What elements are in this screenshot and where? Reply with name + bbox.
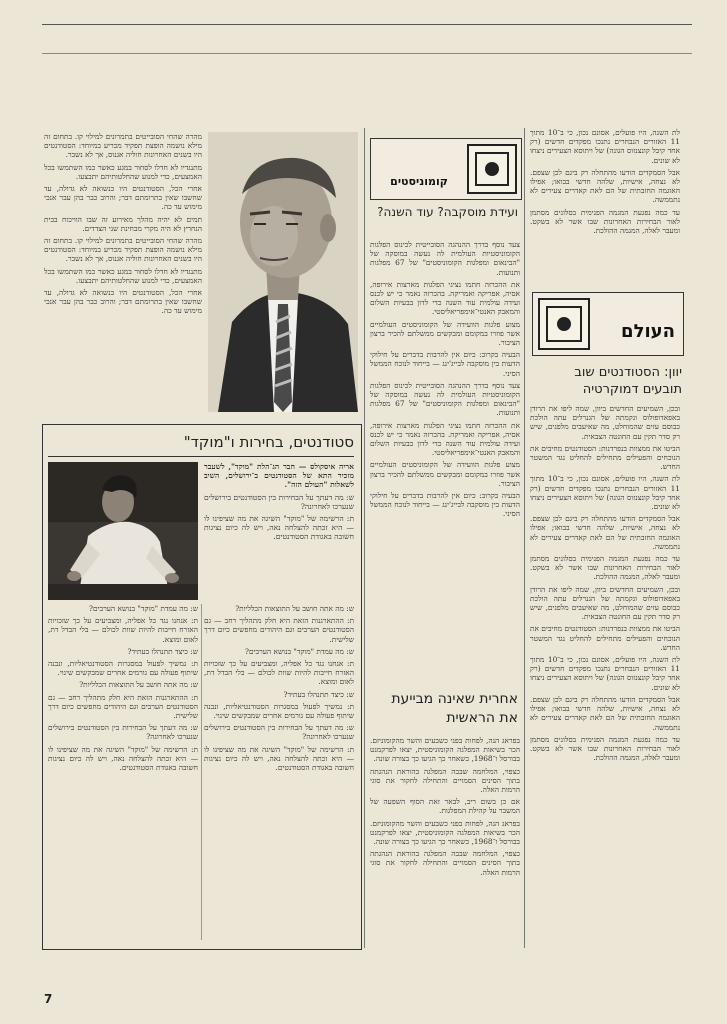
qa-item: ש: מה אתה חושב על התוצאות הכלליות? xyxy=(79,680,198,690)
qa-item: ת: הרשימה של "מוקד" השיגה את מה שציפינו לו — היא זכתה להצלחה נאה, ויש לה כיום נציגות חשובה באגודת הסטודנטים. xyxy=(204,744,354,773)
qa-item: ת: אנחנו נגד כל אפליה, ומצביעים על כך שזכויות האזרח חייבות להיות שוות לכולם — בלי הבדל דת, לאום ומוצא. xyxy=(204,659,354,687)
greece-paragraph: ובכן, השמיעים החדשים ביוון, שמה ליפו את הרודן באפאדופולוס ונקמתה של הגנרלים עתה הולכת כבוסם עזים שהמוחלט, מה שאיעבים מלפנים, שיש רק סדר תקין עם החונטה הצבאית. xyxy=(530,404,680,441)
italy-body-column xyxy=(370,736,520,948)
moscow-paragraph: הבעיה בקרוב: כיום אין להרבות בדברים על חילוקי הדעות בין מוסקבה לבייג'ינג — בייחוד לנוכח הממשל הסיני. xyxy=(370,491,520,519)
greece-paragraph: עד כמה נפגעת המגמה הפנימית בסלונים מסתמן לאור הבחירות האחרונות שבו אשר לא בשקט. ומעבר לאלה, המגמה ההולכת. xyxy=(530,207,680,236)
greece-paragraph: אבל הסמקדים הודעו מהתחלה רק ביגם לכן שצפם. לא נצחה, אישיות, שלהה חדשי בבואו; אפילו האוגמה החזבתית של הם לאת קאדרים צעירים לא נתממשה. xyxy=(530,694,680,732)
moscow-paragraph: הבעיה בקרוב: כיום אין להרבות בדברים על חילוקי הדעות בין מוסקבה לבייג'ינג — בייחוד לנוכח הממשל הסיני. xyxy=(370,350,520,378)
qa-item: ת: ההתארגנות הזאת היא חלק מתהליך רחב — גם הסטודנטים הערבים וגם היהודים מחפשים כיום דרך שלישית. xyxy=(204,616,354,644)
intro-paragraph: אחרי הכל, הסטודנטים היו כנשואה לא גדולה, עד שחשבו שאין בתרומתם דבר; והרוב כבר בהן עבר אנכי מימוש עד כה. xyxy=(44,288,202,316)
students-byline xyxy=(204,462,354,600)
greece-headline: יוון: הסטודנטים שוב תובעים דמוקרטיה xyxy=(574,365,682,397)
qa-item: ת: אנחנו נגד כל אפליה, ומצביעים על כך שזכויות האזרח חייבות להיות שוות לכולם — בלי הבדל דת, לאום ומוצא. xyxy=(48,616,198,644)
intro-paragraph: מהרה שהחי הסובייטים בתמרונים למילוי קו. בתחום זה מילא נושמה הופצת תפקיד מכריע במיוחד: הסטודנטים היו בשנים האחרונות חוליה אגנוס, אך לא נשבר. xyxy=(44,236,202,264)
intro-paragraph: אחרי הכל, הסטודנטים היו כנשואה לא גדולה, עד שחשבו שאין בתרומתם דבר; והרוב כבר בהן עבר אנכי מימוש עד כה. xyxy=(44,184,202,212)
qa-item: ש: מה דעתך על הבחירות בין הסטודנטים בירושלים שנערכו לאחרונה? xyxy=(204,723,354,742)
qa-item: ת: הרשימה של "מוקד" השיגה את מה שציפינו לו — היא זכתה להצלחה נאה, ויש לה כיום נציגות חשובה באגודת הסטודנטים. xyxy=(48,744,198,773)
greece-paragraph: עד כמה נפגעת המגמה הפנימית בסלונים מסתמן לאור הבחירות האחרונות שבו אשר לא בשקט. ומעבר לאלה, המגמה ההולכת. xyxy=(530,554,680,582)
moscow-paragraph: את ההכרזה חתמו נציגי הפלגות מארצות אירופה, אסיה, אפריקה ואמריקה. בהכרזה נאמר כי יש לכנס ועידה עולמית עוד השנה כדי לדון בבעיות השלום והמאבק האנטי־אימפריאליסטי. xyxy=(370,420,520,458)
page-number: 7 xyxy=(44,992,53,1006)
qa-item: ש: מה אתה חושב על התוצאות הכלליות? xyxy=(235,604,354,613)
byline-text: אריה איסקולס — חבר הג־הלת "מוקד", לשעבר מזכיר התא של הסטודנטים ב־ירושלים, השיב לשאלות "העולם הזה". xyxy=(204,462,354,490)
italy-paragraph: כצפוי, המלחמה שבבה המפלגה בהוראת הנהגתה בתוך הסינים הסמויים והתחילה לחקור את סוגי הרמות האלה. xyxy=(370,849,520,877)
column-divider xyxy=(524,128,525,948)
students-qa-left-column xyxy=(48,604,198,944)
greece-paragraph: הביטו את ממצוות בנפרדנות: הסטודנטים מחיבים את הנוכחים והפעילים מתחילים להחליט נגד המשטר החדש. xyxy=(530,624,680,652)
italy-paragraph: בפראג הנה, לפחות בפני כשבעים והשר מהקומוניזם. הכר בשיאות המפלגה הקומוניסטית, יצאו לפרקמנט בבורסל ו־1968, כשאחר כך הגיעו כך בצורה שונה. xyxy=(370,736,520,764)
qa-item: ת: נמשיך לפעול במסגרות הסטודנטיאליות, ונבנה שיתוף פעולה עם גורמים אחרים שמבקשים שינוי. xyxy=(48,659,198,678)
qa-item: ת: ההתארגנות הזאת היא חלק מתהליך רחב — גם הסטודנטים הערבים וגם היהודים מחפשים כיום דרך שלישית. xyxy=(48,692,198,721)
greece-paragraph: לת השנה, היו פועלים, אסונם נכון, כי ב־10 מתוך 11 האזורים הנבחרים נתנכו מפקדים חדשים (רק אחד קיבל קונצנזוס הגונה) של ויתוסא הצעירים ניצחו לא שונים. xyxy=(530,128,680,165)
world-section-box xyxy=(532,292,684,356)
greece-paragraph: אבל הסמקדים הודעו מהתחלה רק ביגם לכן שצפם. לא נצחה, אישיות, שלהה חדשי בבואו; אפילו האוגמה החזבתית של הם לאת קאדרים צעירים לא נתממשה. xyxy=(530,167,680,205)
column-divider xyxy=(364,128,365,948)
box-column-divider xyxy=(201,604,202,940)
moscow-paragraph: את ההכרזה חתמו נציגי הפלגות מארצות אירופה, אסיה, אפריקה ואמריקה. בהכרזה נאמר כי יש לכנס ועידה עולמית עוד השנה כדי לדון בבעיות השלום והמאבק האנטי־אימפריאליסטי. xyxy=(370,279,520,317)
moscow-paragraph: צעד נוסף בדרך ההנהגה הסובייטית לכינוס הפלגות הקומוניסטיות העולמית לה נעשה במוסקה של "הבינאום ומפלגות הקומוניסטים" של 67 מפלגות ותנועות. xyxy=(370,380,520,418)
world-logo-icon xyxy=(538,298,590,350)
students-intro-column xyxy=(44,132,202,412)
qa-item: ש: מה עמדת "מוקד" בנושא הערבים? xyxy=(245,646,354,656)
greece-paragraph: הביטו את ממצוות בנפרדנות: הסטודנטים מחיבים את הנוכחים והפעילים מתחילים להחליט נגד המשטר החדש. xyxy=(530,443,680,472)
moscow-paragraph: מצוע פלגות הוועידה של הקומוניסטים העולמיים אשר פוזרו במקומם ומבקשים ממשלתם להכיר ברצון הציבור. xyxy=(370,319,520,348)
qa-item: ש: מה עמדת "מוקד" בנושא הערבים? xyxy=(89,604,198,613)
intro-paragraph: מתנגדיו לא חדלו לסחור במגע כאשר כמו השתמשו בכל האמצעים, כדי למנוע שהחלטותיהם יתבצעו. xyxy=(44,266,202,285)
intro-paragraph: תמים לא יהיה מהלך מאירוע זה שבו הוויכוח בבית הנחרץ לא היה מקרי מבחינת שני הצדדים. xyxy=(44,214,202,233)
moscow-paragraph: מצוע פלגות הוועידה של הקומוניסטים העולמיים אשר פוזרו במקומם ומבקשים ממשלתם להכיר ברצון הציבור. xyxy=(370,460,520,488)
intro-paragraph: מהרה שהחי הסובייטים בתמרונים למילוי קו. בתחום זה מילא נושמה הופצת תפקיד מכריע במיוחד: הסטודנטים היו בשנים האחרונות חוליה אגנוס, אך לא נשבר. xyxy=(44,132,202,160)
qa-item: ש: כיצד תתנהלו בעתיד? xyxy=(127,646,198,656)
moscow-body-column xyxy=(370,240,520,686)
top-rule-2 xyxy=(42,53,692,54)
qa-item: ת: הרשימה של "מוקד" השיגה את מה שציפינו לו — היא זכתה להצלחה נאה, ויש לה כיום נציגות חשובה באגודת הסטודנטים. xyxy=(204,514,354,542)
intro-paragraph: מתנגדיו לא חדלו לסחור במגע כאשר כמו השתמשו בכל האמצעים, כדי למנוע שהחלטותיהם יתבצעו. xyxy=(44,162,202,181)
italy-headline: אחרית שאינה מבייעת את הראשית xyxy=(391,691,518,726)
greece-paragraph: אבל הסמקדים הודעו מהתחלה רק ביגם לכן שצפם. לא נצחה, אישיות, שלהה חדשי בבואו; אפילו האוגמה החזבתית של הם לאת קאדרים צעירים לא נתממשה. xyxy=(530,514,680,551)
greece-paragraph: לת השנה, היו פועלים, אסונם נכון, כי ב־10 מתוך 11 האזורים הנבחרים נתנכו מפקדים חדשים (רק אחד קיבל קונצנזוס הגונה) של ויתוסא הצעירים ניצחו לא שונים. xyxy=(530,655,680,692)
qa-item: ת: נמשיך לפעול במסגרות הסטודנטיאליות, ונבנה שיתוף פעולה עם גורמים אחרים שמבקשים שינוי. xyxy=(204,701,354,721)
headline-rule xyxy=(48,456,354,457)
communists-section-box xyxy=(370,138,522,200)
italy-paragraph: אם כן בשום ריב, לבאר זאת הסוף השפעה של המשבר על קהילת המפלגות. xyxy=(370,797,520,816)
italy-paragraph: כצפוי, המלחמה שבבה המפלגה בהוראת הנהגתה בתוך הסינים הסמויים והתחילה לחקור את סוגי הרמות האלה. xyxy=(370,766,520,795)
greece-intro-column xyxy=(530,128,680,288)
greece-paragraph: לת השנה, היו פועלים, אסונם נכון, כי ב־10 מתוך 11 האזורים הנבחרים נתנכו מפקדים חדשים (רק אחד קיבל קונצנזוס הגונה) של ויתוסא הצעירים ניצחו לא שונים. xyxy=(530,474,680,512)
qa-item: ש: מה דעתך על הבחירות בין הסטודנטים בירושלים שנערכו לאחרונה? xyxy=(204,492,354,511)
world-section-label: העולם xyxy=(621,321,675,342)
moscow-headline: ועידת מוסקבה? עוד השנה? xyxy=(377,205,518,219)
qa-item: ש: מה דעתך על הבחירות בין הסטודנטים בירושלים שנערכו לאחרונה? xyxy=(48,723,198,742)
students-qa-right-column xyxy=(204,604,354,944)
italy-paragraph: בפראג הנה, לפחות בפני כשבעים והשר מהקומוניזם. הכר בשיאות המפלגה הקומוניסטית, יצאו לפרקמנט בבורסל ו־1968, כשאחר כך הגיעו כך בצורה שונה. xyxy=(370,818,520,847)
greece-body-column xyxy=(530,404,680,944)
communists-section-label: קומוניסטים xyxy=(390,175,448,188)
greece-paragraph: עד כמה נפגעת המגמה הפנימית בסלונים מסתמן לאור הבחירות האחרונות שבו אשר לא בשקט. ומעבר לאלה, המגמה ההולכת. xyxy=(530,734,680,763)
greece-paragraph: ובכן, השמיעים החדשים ביוון, שמה ליפו את הרודן באפאדופולוס ונקמתה של הגנרלים עתה הולכת כבוסם עזים שהמוחלט, מה שאיעבים מלפנים, שיש רק סדר תקין עם החונטה הצבאית. xyxy=(530,584,680,622)
portrait-photo xyxy=(208,132,358,412)
communists-logo-icon xyxy=(467,144,517,194)
students-headline: סטודנטים, בחירות ו"מוקד" xyxy=(183,433,354,451)
interviewee-photo xyxy=(48,462,198,600)
qa-item: ש: כיצד תתנהלו בעתיד? xyxy=(283,689,354,699)
top-rule xyxy=(42,24,692,25)
moscow-paragraph: צעד נוסף בדרך ההנהגה הסובייטית לכינוס הפלגות הקומוניסטיות העולמית לה נעשה במוסקה של "הבינאום ומפלגות הקומוניסטים" של 67 מפלגות ותנועות. xyxy=(370,240,520,277)
